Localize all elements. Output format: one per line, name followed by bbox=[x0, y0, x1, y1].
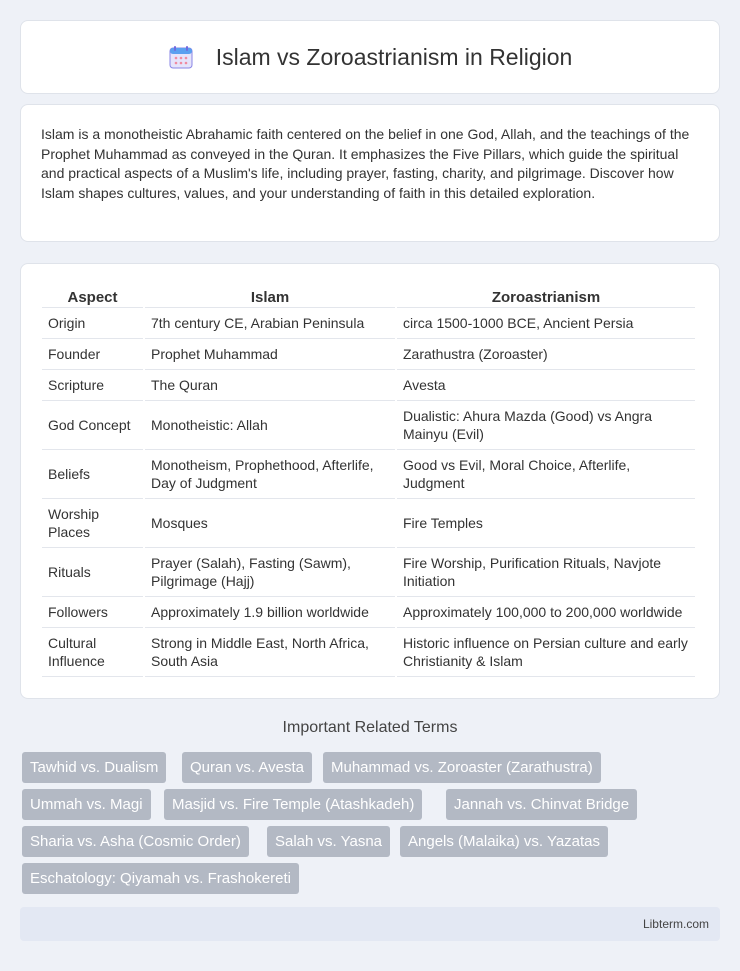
table-row bbox=[42, 628, 695, 677]
row-islam: Mosques bbox=[145, 499, 395, 548]
row-islam: Prophet Muhammad bbox=[145, 339, 395, 370]
row-zoroastrianism: Historic influence on Persian culture and early Christianity & Islam bbox=[397, 628, 695, 677]
row-zoroastrianism: circa 1500-1000 BCE, Ancient Persia bbox=[397, 308, 695, 339]
row-zoroastrianism: Fire Temples bbox=[397, 499, 695, 548]
page-title: Islam vs Zoroastrianism in Religion bbox=[215, 43, 573, 70]
row-islam: Strong in Middle East, North Africa, South Asia bbox=[145, 628, 395, 677]
related-term-tag[interactable]: Muhammad vs. Zoroaster (Zarathustra) bbox=[323, 752, 601, 783]
row-islam: Prayer (Salah), Fasting (Sawm), Pilgrimage (Hajj) bbox=[145, 548, 395, 597]
row-aspect: Worship Places bbox=[42, 499, 143, 548]
footer-site-link[interactable]: Libterm.com bbox=[642, 917, 709, 931]
row-zoroastrianism: Zarathustra (Zoroaster) bbox=[397, 339, 695, 370]
column-header-aspect: Aspect bbox=[42, 284, 143, 308]
row-zoroastrianism: Avesta bbox=[397, 370, 695, 401]
table-row bbox=[42, 597, 695, 628]
row-aspect: Founder bbox=[42, 339, 143, 370]
row-islam: Approximately 1.9 billion worldwide bbox=[145, 597, 395, 628]
row-zoroastrianism: Fire Worship, Purification Rituals, Navjote Initiation bbox=[397, 548, 695, 597]
row-aspect: Beliefs bbox=[42, 450, 143, 499]
row-islam: The Quran bbox=[145, 370, 395, 401]
intro-card bbox=[20, 104, 720, 242]
related-term-tag[interactable]: Tawhid vs. Dualism bbox=[22, 752, 166, 783]
column-header-islam: Islam bbox=[145, 284, 395, 308]
related-term-tag[interactable]: Eschatology: Qiyamah vs. Frashokereti bbox=[22, 863, 299, 894]
table-row bbox=[42, 401, 695, 450]
row-zoroastrianism: Good vs Evil, Moral Choice, Afterlife, Judgment bbox=[397, 450, 695, 499]
table-row bbox=[42, 370, 695, 401]
comparison-table bbox=[40, 284, 697, 677]
table-row bbox=[42, 450, 695, 499]
row-islam: 7th century CE, Arabian Peninsula bbox=[145, 308, 395, 339]
table-row bbox=[42, 308, 695, 339]
related-terms-title: Important Related Terms bbox=[282, 719, 458, 736]
row-aspect: God Concept bbox=[42, 401, 143, 450]
row-islam: Monotheism, Prophethood, Afterlife, Day of Judgment bbox=[145, 450, 395, 499]
row-aspect: Origin bbox=[42, 308, 143, 339]
footer bbox=[20, 907, 720, 941]
row-zoroastrianism: Dualistic: Ahura Mazda (Good) vs Angra Mainyu (Evil) bbox=[397, 401, 695, 450]
table-header-row bbox=[42, 284, 695, 308]
comparison-card bbox=[20, 263, 720, 699]
row-aspect: Followers bbox=[42, 597, 143, 628]
column-header-zoroastrianism: Zoroastrianism bbox=[397, 284, 695, 308]
row-aspect: Rituals bbox=[42, 548, 143, 597]
related-term-tag[interactable]: Salah vs. Yasna bbox=[267, 826, 390, 857]
related-term-tag[interactable]: Quran vs. Avesta bbox=[182, 752, 312, 783]
related-term-tag[interactable]: Sharia vs. Asha (Cosmic Order) bbox=[22, 826, 249, 857]
row-islam: Monotheistic: Allah bbox=[145, 401, 395, 450]
related-term-tag[interactable]: Ummah vs. Magi bbox=[22, 789, 151, 820]
related-term-tag[interactable]: Masjid vs. Fire Temple (Atashkadeh) bbox=[164, 789, 422, 820]
table-row bbox=[42, 499, 695, 548]
row-zoroastrianism: Approximately 100,000 to 200,000 worldwide bbox=[397, 597, 695, 628]
row-aspect: Cultural Influence bbox=[42, 628, 143, 677]
calendar-icon bbox=[168, 44, 194, 70]
intro-text: Islam is a monotheistic Abrahamic faith centered on the belief in one God, Allah, and the teachings of the Prophet Muhammad as conveyed in the Quran. It emphasizes the Five Pillars, which guide the spiritual and practical aspects of a Muslim's life, including prayer, fasting, charity, and pilgrimage. Discover how Islam shapes cultures, values, and your understanding of faith in this detailed exploration. bbox=[41, 126, 690, 201]
related-term-tag[interactable]: Angels (Malaika) vs. Yazatas bbox=[400, 826, 608, 857]
row-aspect: Scripture bbox=[42, 370, 143, 401]
table-row bbox=[42, 339, 695, 370]
header-card bbox=[20, 20, 720, 94]
table-row bbox=[42, 548, 695, 597]
related-term-tag[interactable]: Jannah vs. Chinvat Bridge bbox=[446, 789, 637, 820]
